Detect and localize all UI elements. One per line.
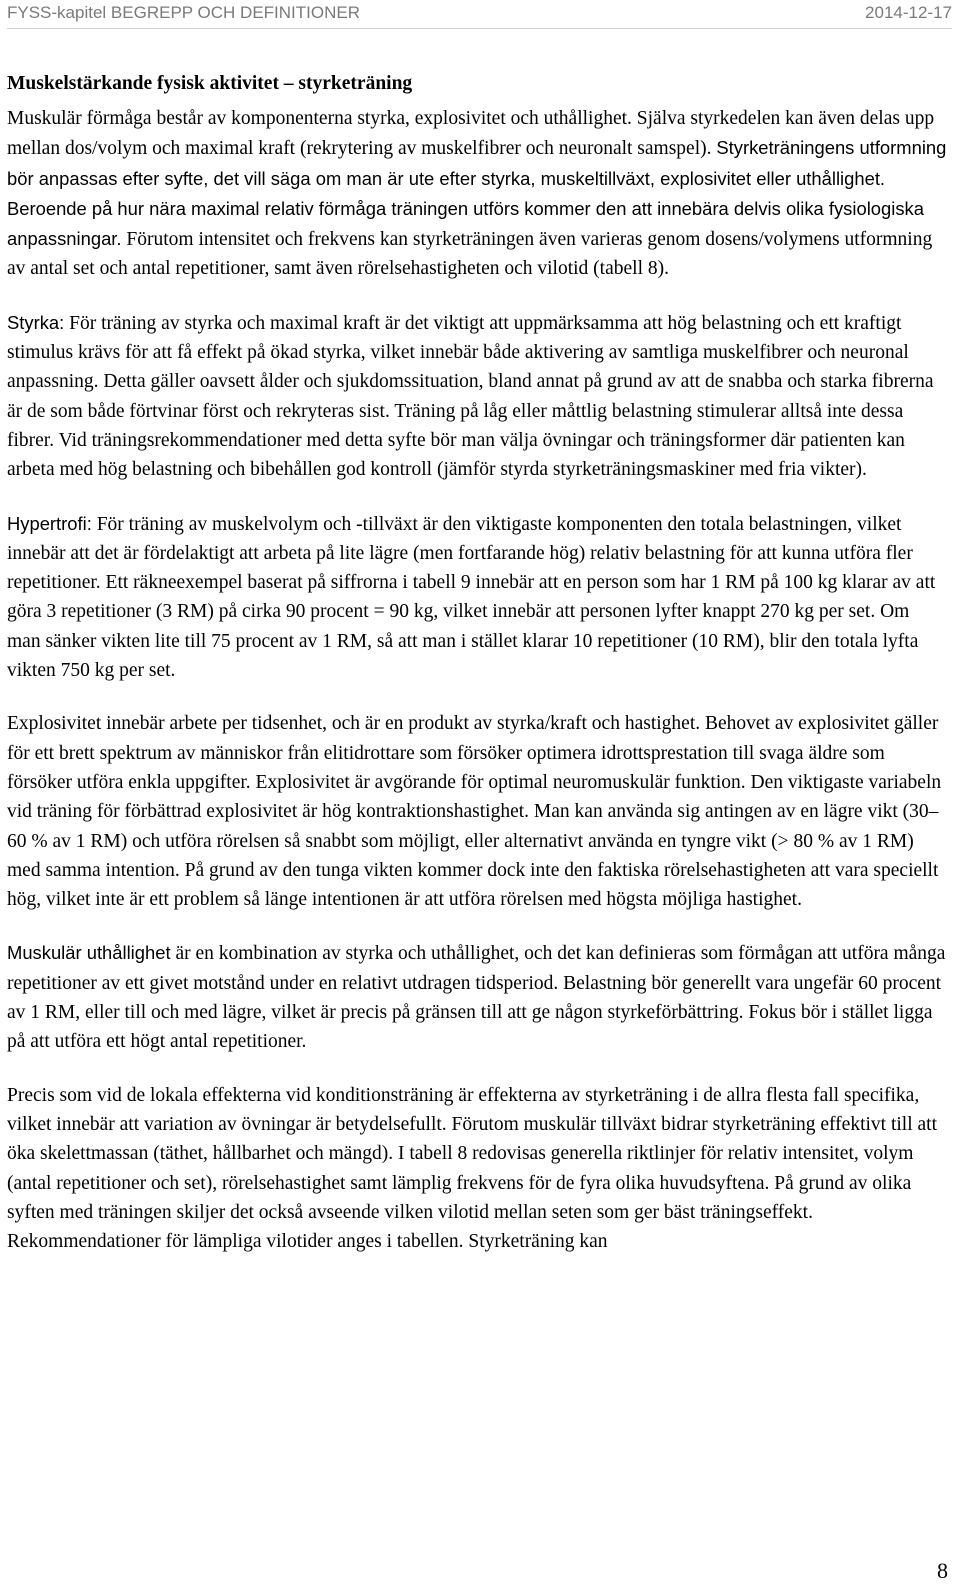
paragraph-lokala-effekter: Precis som vid de lokala effekterna vid konditionsträning är effekterna av styrketräning i de allra flesta fall specifika, vilket innebär att variation av övningar är betydelsefullt. Förutom muskulär tillväxt bidrar styrketräning effektivt till att öka skelettmassan (täthet, hållbarhet och mängd). I tabell 8 redovisas generella riktlinjer för relativ intensitet, volym (antal repetitioner och set), rörelsehastighet samt lämplig frekvens för de fyra olika huvudsyftena. På grund av olika syften med träningen skiljer det också avseende vilken vilotid mellan seten som ger bäst träningseffekt. Rekommendationer för lämpliga vilotider anges i tabellen. Styrketräning kan bbox=[7, 1084, 937, 1253]
uthallighet-text: är en kombination av styrka och uthållighet, och det kan definieras som förmågan att utföra många repetitioner av ett givet motstånd under en relativt utdragen tidsperiod. Belastning bör generellt vara ungefär 60 procent av 1 RM, eller till och med lägre, vilket är precis på gränsen till att ge någon styrkeförbättring. Fokus bör i stället ligga på att utföra ett högt antal repetitioner. bbox=[7, 943, 946, 1053]
header-date: 2014-12-17 bbox=[865, 3, 952, 22]
paragraph-hypertrofi bbox=[7, 509, 947, 686]
paragraph-styrka bbox=[7, 308, 947, 485]
uthallighet-label: Muskulär uthållighet bbox=[7, 942, 171, 964]
section-heading: Muskelstärkande fysisk aktivitet – styrketräning bbox=[7, 73, 413, 94]
hypertrofi-text: För träning av muskelvolym och -tillväxt är den viktigaste komponenten den totala belastningen, vilket innebär att det är fördelaktigt att arbeta på lite lägre (men fortfarande hög) relativ belastning för att kunna utföra fler repetitioner. Ett räkneexempel baserat på siffrorna i tabell 9 innebär att en person som har 1 RM på 100 kg klarar av att göra 3 repetitioner (3 RM) på cirka 90 procent = 90 kg, vilket innebär att personen lyfter knappt 270 kg per set. Om man sänker vikten lite till 75 procent av 1 RM, så att man i stället klarar 10 repetitioner (10 RM), blir den totala lyfta vikten 750 kg per set. bbox=[7, 513, 936, 682]
page-number: 8 bbox=[937, 1558, 948, 1583]
paragraph-explosivitet: Explosivitet innebär arbete per tidsenhet, och är en produkt av styrka/kraft och hastighet. Behovet av explosivitet gäller för ett brett spektrum av människor från elitidrottare som försöker optimera idrottsprestation till svaga äldre som försöker utföra enkla uppgifter. Explosivitet är avgörande för optimal neuromuskulär funktion. Den viktigaste variabeln vid träning för förbättrad explosivitet är hög kontraktionshastighet. Man kan använda sig antingen av en lägre vikt (30–60 % av 1 RM) och utföra rörelsen så snabbt som möjligt, eller alternativt använda en tyngre vikt (> 80 % av 1 RM) med samma intention. På grund av den tunga vikten kommer dock inte den faktiska rörelsehastigheten att vara speciellt hög, vilket inte är ett problem så länge intentionen är att utföra rörelsen med högsta möjliga hastighet. bbox=[7, 713, 942, 911]
intro-text-part2: Styrketräningens utformning bör anpassas efter syfte, det vill säga om man är ute efter styrka, muskeltillväxt, explosivitet eller uthållighet. Beroende på hur nära maximal relativ förmåga träningen utförs kommer den att innebära delvis olika fysiologiska anpassningar. bbox=[7, 137, 947, 250]
paragraph-intro bbox=[7, 104, 947, 284]
header-chapter-title: FYSS-kapitel BEGREPP OCH DEFINITIONER bbox=[7, 3, 360, 22]
hypertrofi-label: Hypertrofi: bbox=[7, 512, 92, 534]
intro-text-part1: Muskulär förmåga består av komponenterna styrka, explosivitet och uthållighet. Själva styrkedelen kan även delas upp mellan dos/volym och maximal kraft (rekrytering av muskelfibrer och neuronalt samspel). bbox=[7, 108, 935, 160]
header-divider bbox=[7, 28, 952, 29]
styrka-label: Styrka: bbox=[7, 311, 65, 333]
document-body bbox=[7, 68, 947, 1280]
page-header bbox=[7, 0, 952, 26]
styrka-text: För träning av styrka och maximal kraft är det viktigt att uppmärksamma att hög belastning och ett kraftigt stimulus krävs för att få effekt på ökad styrka, vilket innebär både aktivering av samtliga muskelfibrer och neuronal anpassning. Detta gäller oavsett ålder och sjukdomssituation, bland annat på grund av att de snabba och starka fibrerna är de som både förtvinar först och rekryteras sist. Träning på låg eller måttlig belastning stimulerar alltså inte dessa fibrer. Vid träningsrekommendationer med detta syfte bör man välja övningar och träningsformer där patienten kan arbeta med hög belastning och bibehållen god kontroll (jämför styrda styrketräningsmaskiner med fria vikter). bbox=[7, 312, 934, 481]
paragraph-uthallighet bbox=[7, 938, 947, 1056]
intro-text-part3: Förutom intensitet och frekvens kan styrketräningen även varieras genom dosens/volymens utformning av antal set och antal repetitioner, samt även rörelsehastigheten och vilotid (tabell 8). bbox=[7, 229, 933, 280]
